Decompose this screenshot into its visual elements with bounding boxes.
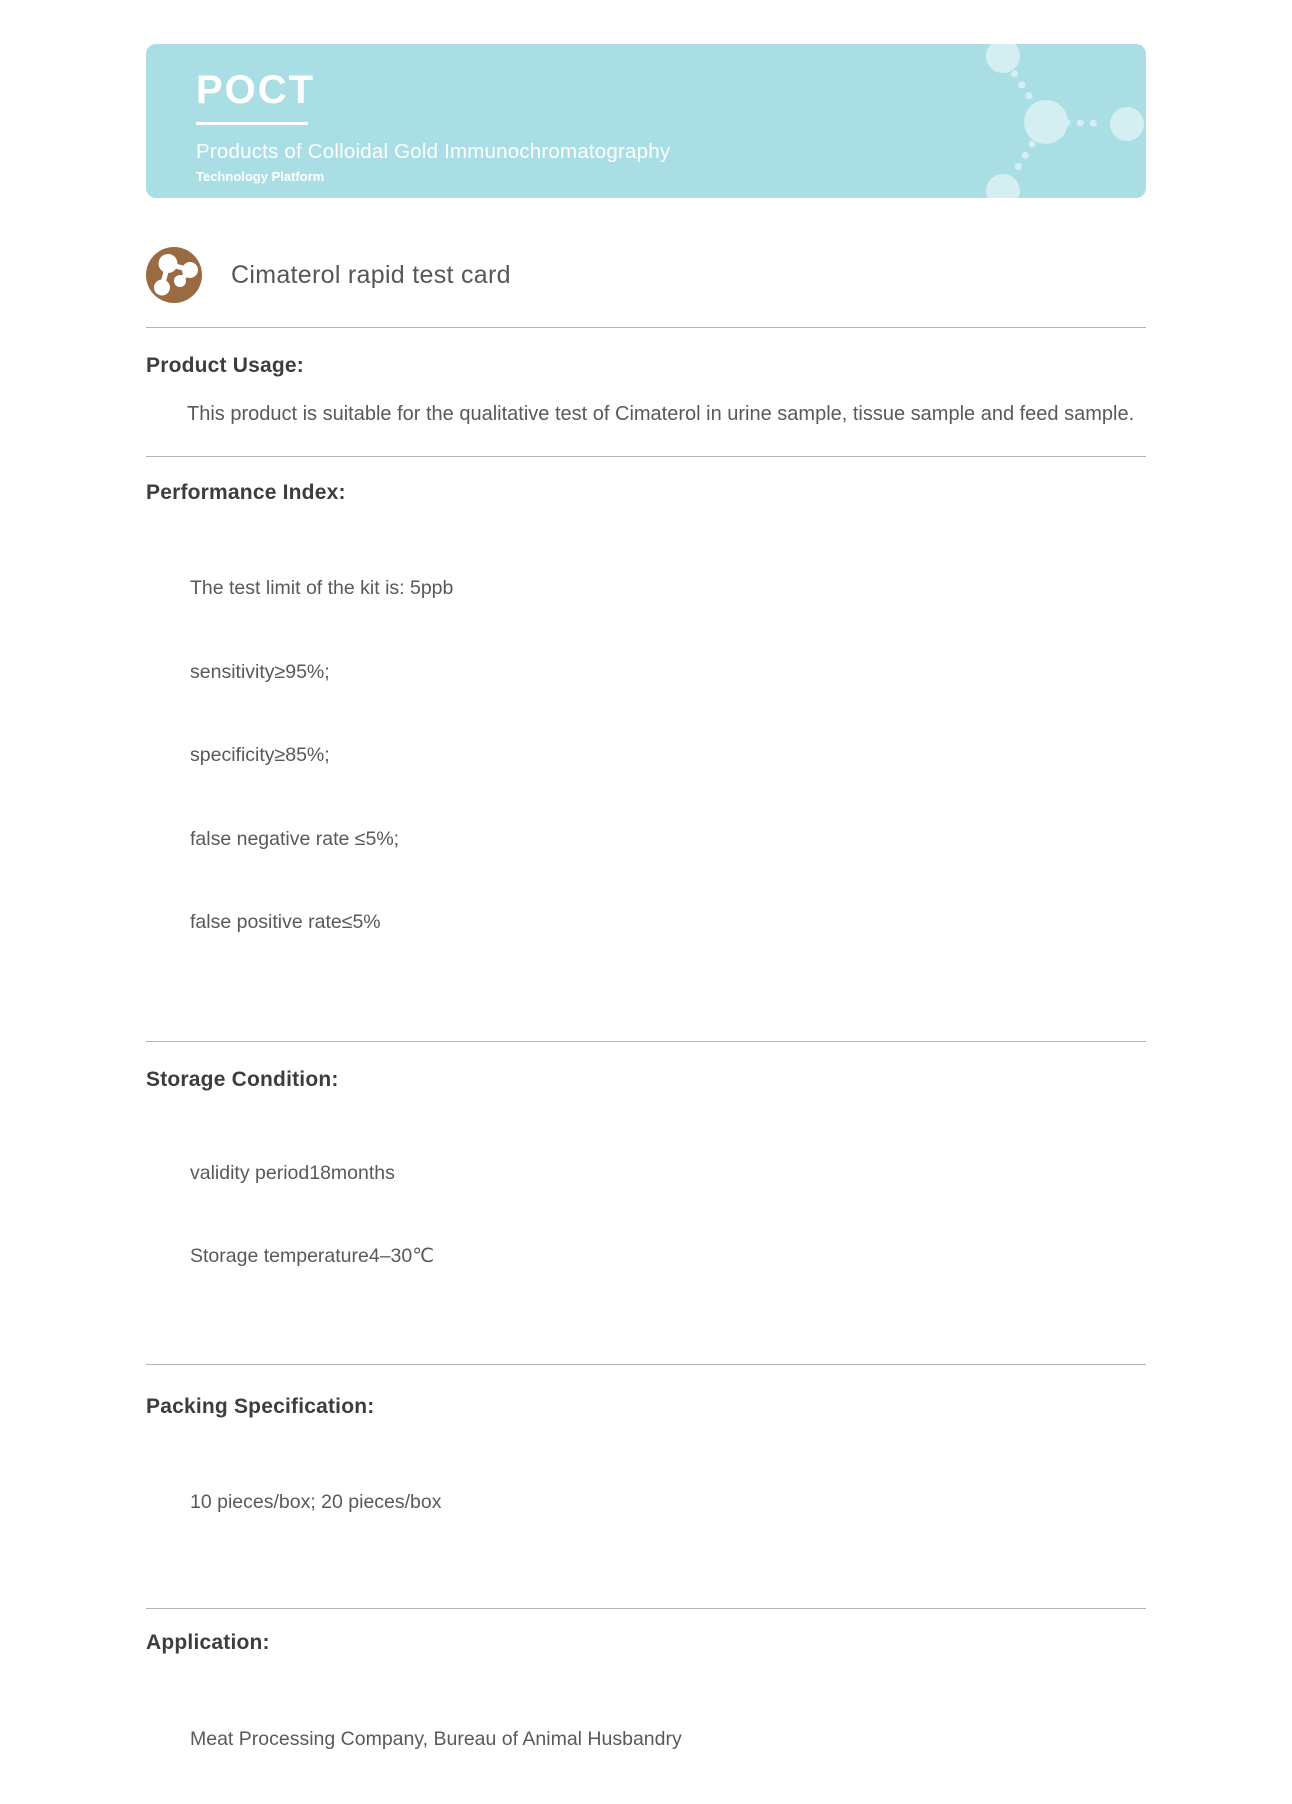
banner-title: POCT — [196, 68, 316, 112]
product-header — [146, 247, 1146, 303]
packing-specification-heading: Packing Specification: — [146, 1394, 375, 1418]
spec-line: Meat Processing Company, Bureau of Animal Husbandry — [190, 1727, 682, 1750]
product-title: Cimaterol rapid test card — [231, 260, 511, 289]
spec-line: false negative rate ≤5%; — [190, 827, 400, 850]
spec-line: validity period18months — [190, 1161, 395, 1184]
spec-line: specificity≥85%; — [190, 744, 330, 766]
section-application — [146, 1629, 1146, 1804]
spec-line: sensitivity≥95%; — [190, 660, 330, 683]
packing-specification-list — [146, 1438, 1146, 1567]
performance-index-list — [146, 524, 1146, 988]
spec-line: false positive rate≤5% — [190, 911, 381, 933]
application-heading: Application: — [146, 1630, 270, 1654]
application-list — [146, 1675, 1146, 1804]
storage-condition-list — [146, 1109, 1146, 1321]
spec-line: 10 pieces/box; 20 pieces/box — [190, 1490, 442, 1513]
section-packing-specification — [146, 1393, 1146, 1567]
spec-line: The test limit of the kit is: 5ppb — [190, 577, 454, 599]
banner-text-block — [146, 44, 1146, 184]
spec-line: Storage temperature4–30℃ — [190, 1244, 435, 1267]
divider — [146, 327, 1146, 328]
section-performance-index — [146, 479, 1146, 988]
banner-subtitle: Products of Colloidal Gold Immunochromatography — [196, 140, 671, 163]
divider — [146, 1364, 1146, 1365]
banner-tagline: Technology Platform — [196, 169, 325, 184]
page — [146, 44, 1146, 1804]
divider — [146, 1608, 1146, 1609]
product-usage-heading: Product Usage: — [146, 354, 304, 377]
performance-index-heading: Performance Index: — [146, 481, 346, 504]
storage-condition-heading: Storage Condition: — [146, 1067, 339, 1091]
section-storage-condition — [146, 1066, 1146, 1321]
banner — [146, 44, 1146, 198]
divider — [146, 456, 1146, 457]
section-product-usage — [146, 352, 1146, 433]
molecule-product-icon — [146, 247, 202, 303]
product-usage-paragraph: This product is suitable for the qualitative test of Cimaterol in urine sample, tissue sample and feed sample. — [187, 403, 1135, 425]
banner-title-underline — [196, 122, 308, 125]
divider — [146, 1041, 1146, 1042]
